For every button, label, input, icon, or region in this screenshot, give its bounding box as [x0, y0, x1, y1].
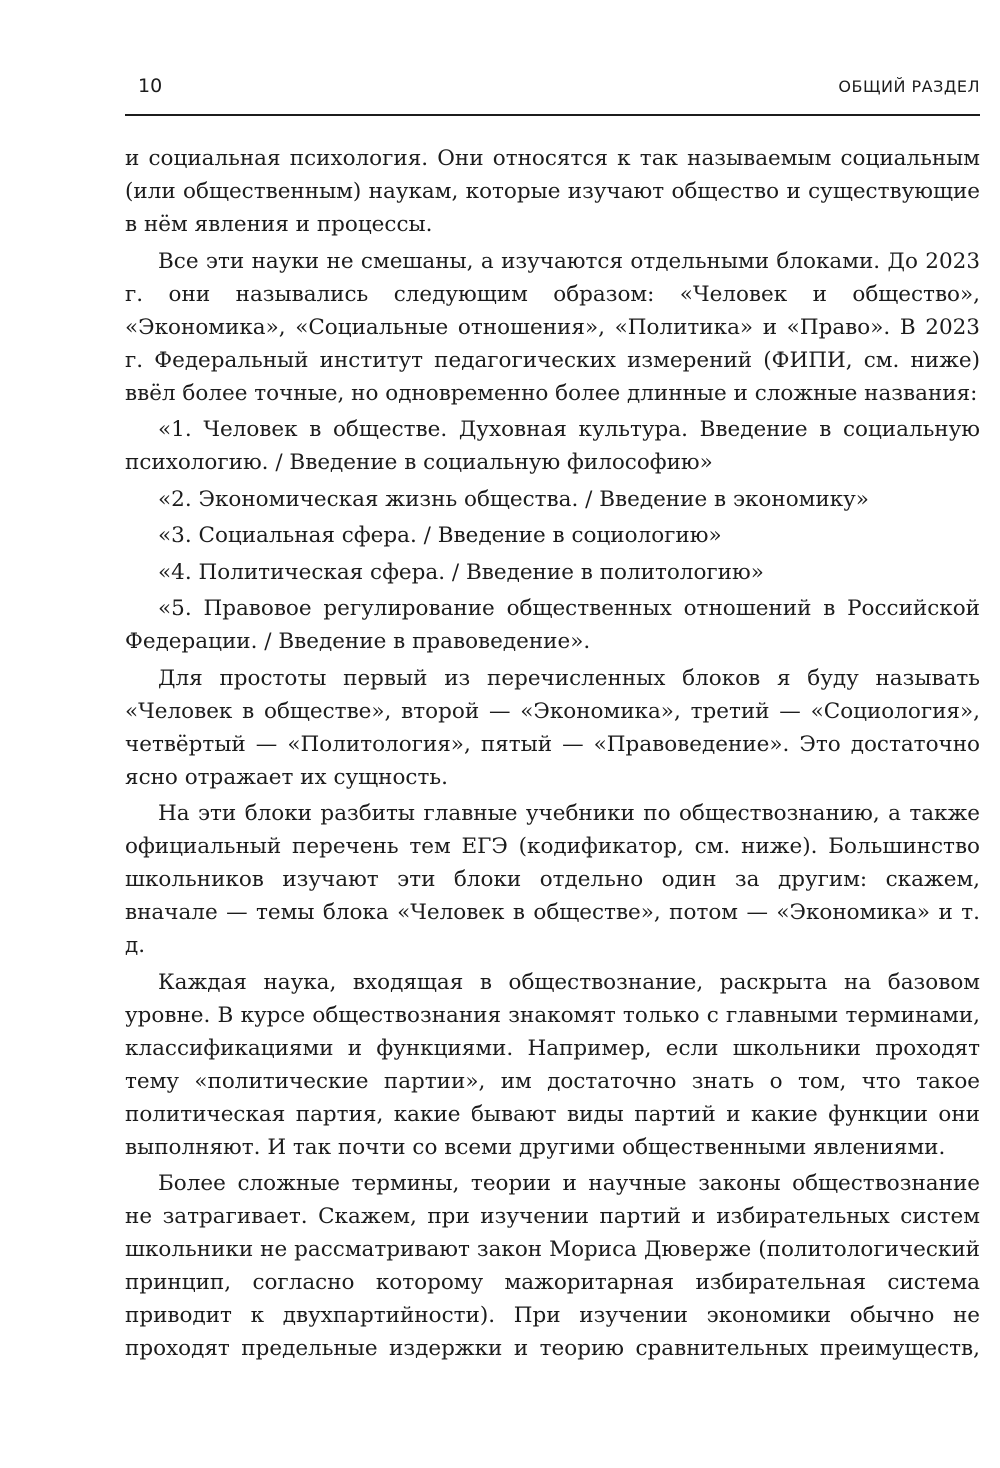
- paragraph: Для простоты первый из перечисленных блоков я буду называть «Человек в обществе», второй — «Экономика», третий — «Социология», четвёртый — «Политология», пятый — «Правоведение». Это достаточно ясно отражает их сущность.: [125, 665, 980, 790]
- body-text: [125, 142, 980, 1369]
- page-number: 10: [138, 75, 163, 97]
- paragraph: Каждая наука, входящая в обществознание, раскрыта на базовом уровне. В курсе обществознания знакомят только с главными терминами, классификациями и функциями. Например, если школьники проходят тему «политические партии», им достаточно знать о том, что такое политическая партия, какие бывают виды партий и какие функции они выполняют. И так почти со всеми другими общественными явлениями.: [125, 969, 980, 1160]
- list-item-block-4: «4. Политическая сфера. / Введение в политологию»: [158, 559, 764, 585]
- list-item-block-1: «1. Человек в обществе. Духовная культура. Введение в социальную психологию. / Введение в социальную философию»: [125, 417, 980, 475]
- paragraph: На эти блоки разбиты главные учебники по обществознанию, а также официальный перечень тем ЕГЭ (кодификатор, см. ниже). Большинство школьников изучают эти блоки отдельно один за другим: скажем, вначале — темы блока «Человек в обществе», потом — «Экономика» и т. д.: [125, 801, 980, 958]
- paragraph: Более сложные термины, теории и научные законы обществознание не затрагивает. Скажем, при изучении партий и избирательных систем школьники не рассматривают закон Мориса Дюверже (политологический принцип, согласно которому мажоритарная избирательная система приводит к двухпартийности). При изучении экономики обычно не проходят предельные издержки и теорию сравнительных преимуществ,: [125, 1171, 980, 1361]
- list-item-block-2: «2. Экономическая жизнь общества. / Введение в экономику»: [158, 486, 869, 512]
- list-item-block-3: «3. Социальная сфера. / Введение в социологию»: [158, 523, 722, 548]
- paragraph: и социальная психология. Они относятся к так называемым социальным (или общественным) наукам, которые изучают общество и существующие в нём явления и процессы.: [125, 146, 980, 237]
- header-rule: [125, 114, 980, 116]
- paragraph: Все эти науки не смешаны, а изучаются отдельными блоками. До 2023 г. они назывались следующим образом: «Человек и общество», «Экономика», «Социальные отношения», «Политика» и «Право». В 2023 г. Федеральный институт педагогических измерений (ФИПИ, см. ниже) ввёл более точные, но одновременно более длинные и сложные названия:: [125, 248, 980, 406]
- section-title: ОБЩИЙ РАЗДЕЛ: [838, 77, 980, 96]
- list-item-block-5: «5. Правовое регулирование общественных отношений в Российской Федерации. / Введение в правоведение».: [125, 596, 980, 654]
- running-header: [125, 74, 980, 102]
